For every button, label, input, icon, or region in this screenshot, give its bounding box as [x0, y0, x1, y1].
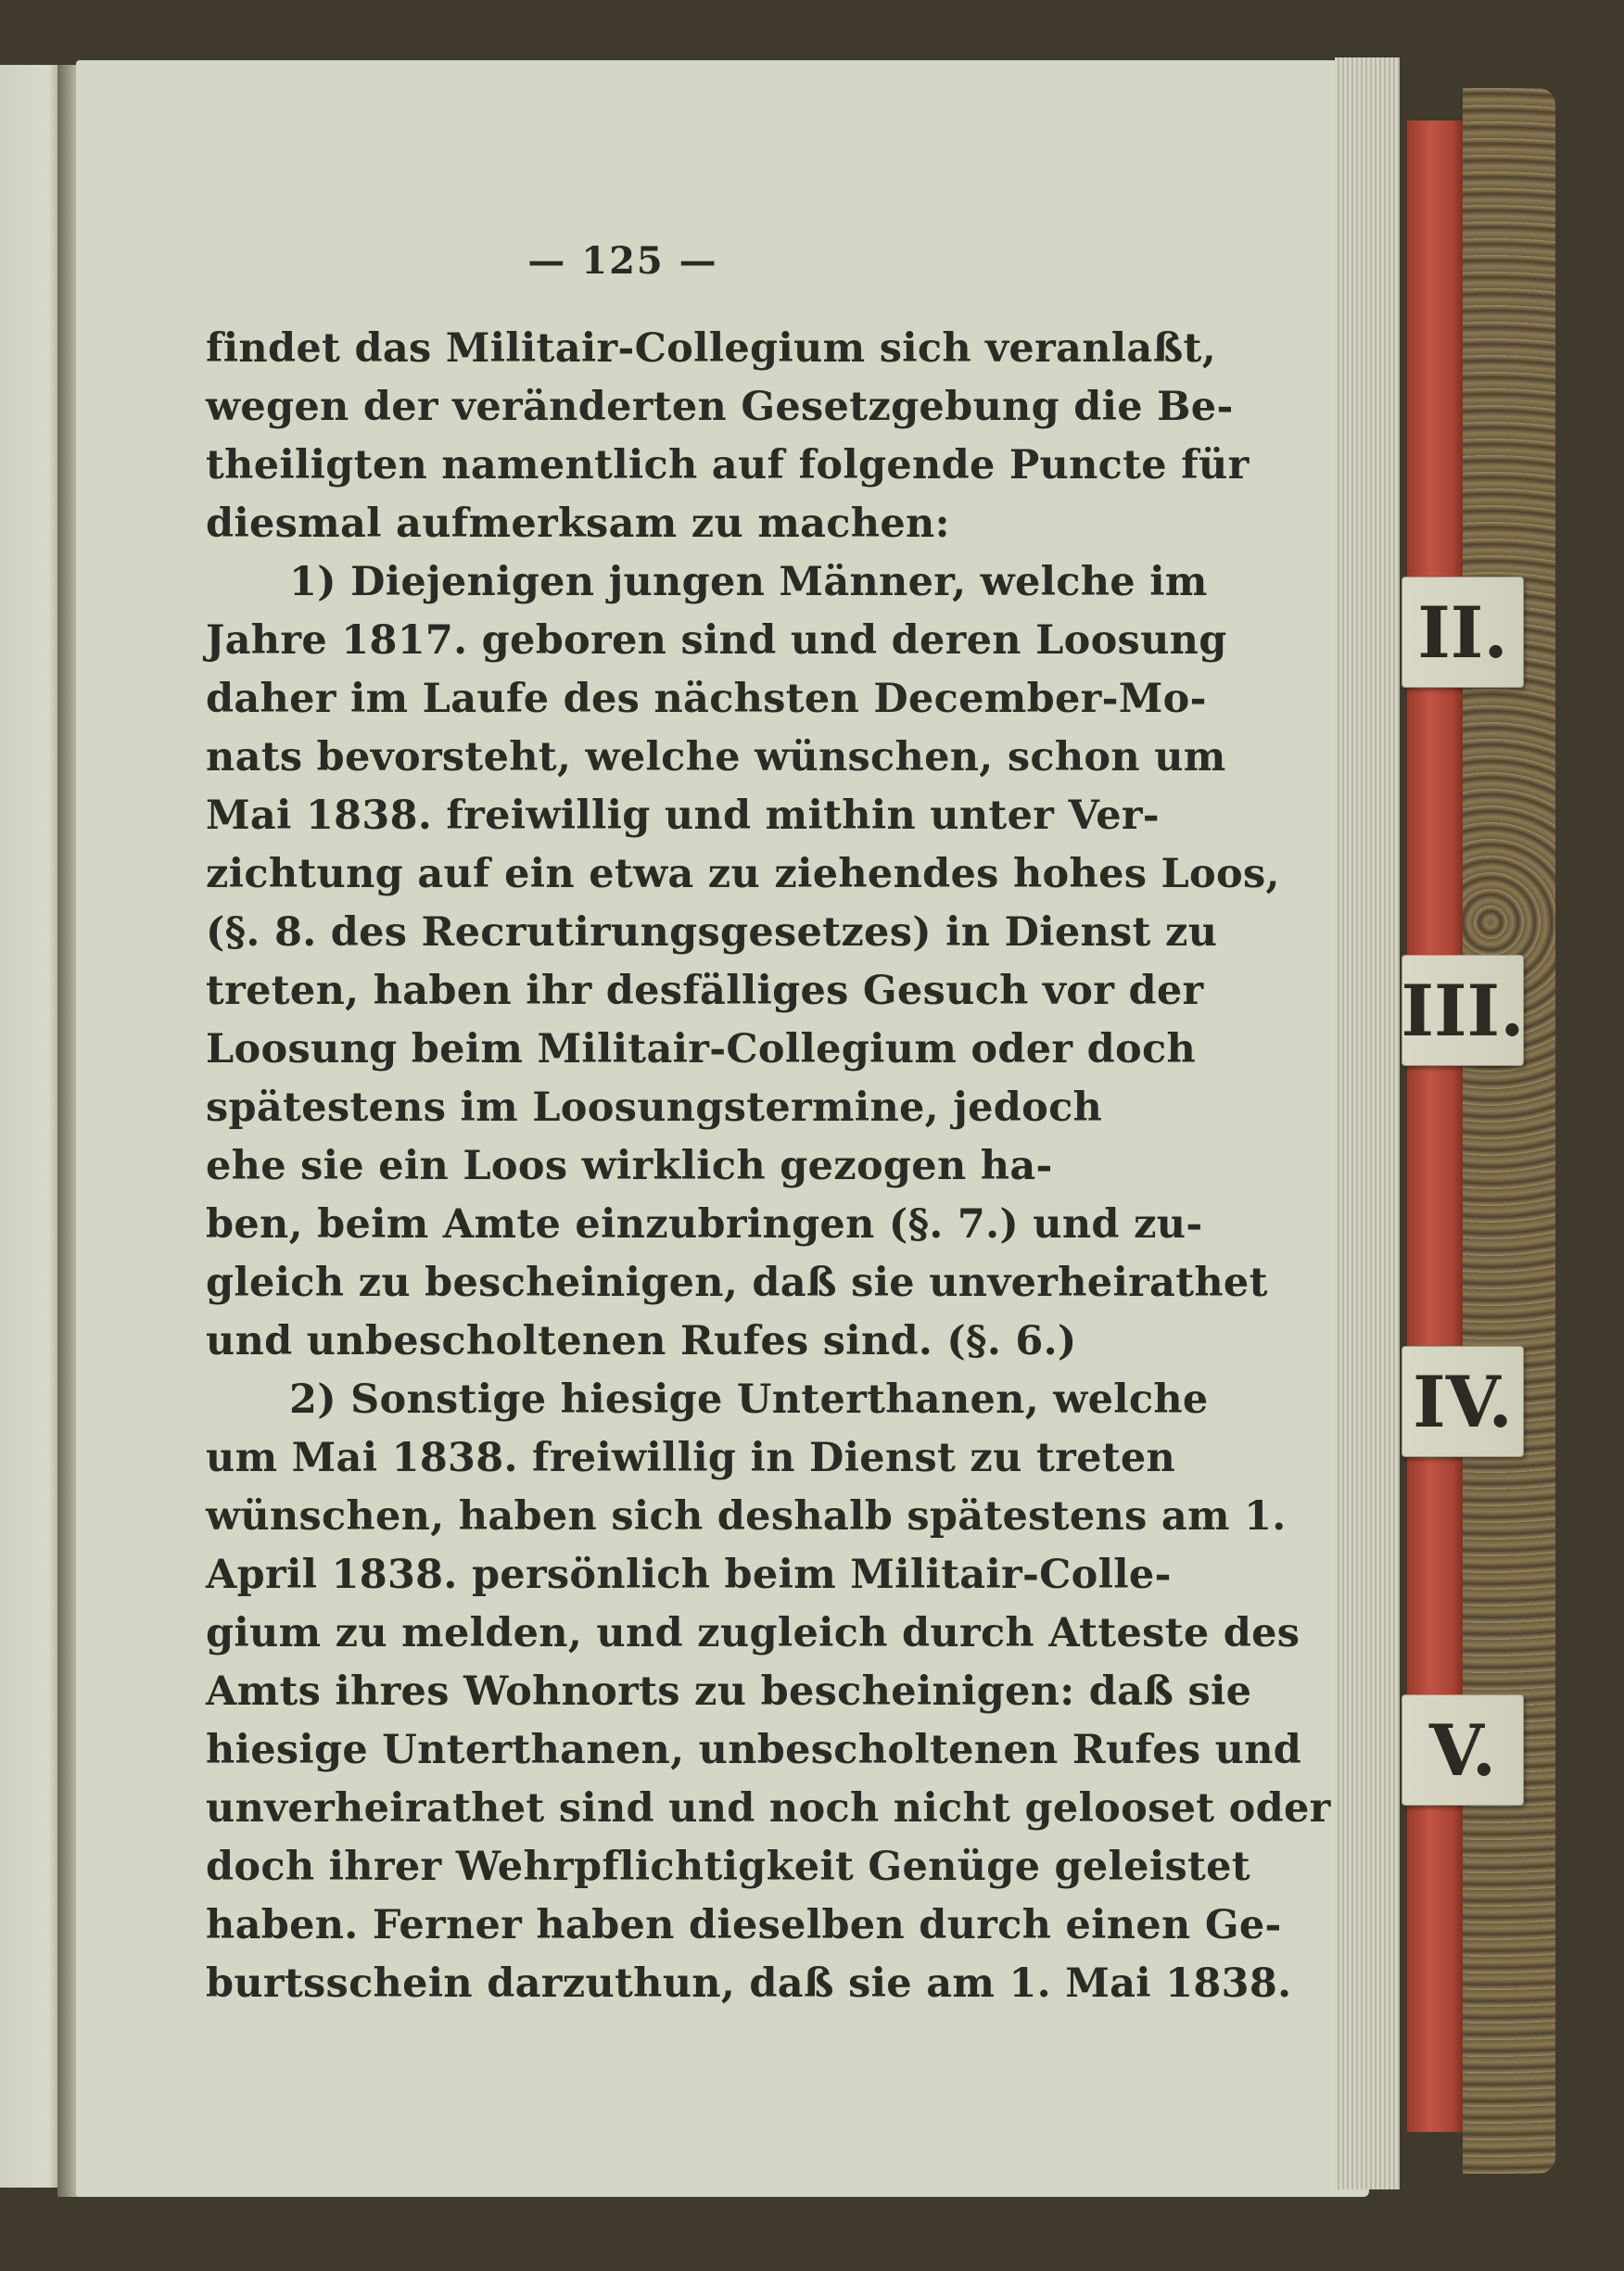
text-line: nats bevorsteht, welche wünschen, schon um [206, 734, 1226, 780]
index-tab-iii[interactable]: III. [1402, 955, 1524, 1066]
text-line: wünschen, haben sich deshalb spätestens am 1. [206, 1493, 1287, 1540]
text-line: wegen der veränderten Gesetzgebung die Be- [206, 384, 1234, 430]
text-line: 2) Sonstige hiesige Unterthanen, welche [289, 1377, 1209, 1423]
index-tab-iv[interactable]: IV. [1402, 1346, 1524, 1457]
text-line: theiligten namentlich auf folgende Puncte für [206, 442, 1250, 488]
text-line: Jahre 1817. geboren sind und deren Loosung [206, 617, 1227, 664]
text-line: 1) Diejenigen jungen Männer, welche im [289, 559, 1208, 605]
text-line: hiesige Unterthanen, unbescholtenen Rufes und [206, 1727, 1302, 1773]
text-line: doch ihrer Wehrpflichtigkeit Genüge geleistet [206, 1844, 1250, 1890]
page-stack-edges [1335, 57, 1400, 2189]
text-line: um Mai 1838. freiwillig in Dienst zu treten [206, 1435, 1176, 1481]
page-number: — 125 — [527, 239, 718, 283]
text-line: zichtung auf ein etwa zu ziehendes hohes Loos, [206, 851, 1280, 897]
text-line: daher im Laufe des nächsten December-Mo- [206, 676, 1207, 722]
text-line: unverheirathet sind und noch nicht gelooset oder [206, 1785, 1331, 1832]
red-page-edge [1407, 121, 1465, 2132]
marbled-cover [1463, 88, 1555, 2174]
text-line: (§. 8. des Recrutirungsgesetzes) in Dienst zu [206, 909, 1218, 956]
text-line: gleich zu bescheinigen, daß sie unverheirathet [206, 1260, 1268, 1306]
index-tab-v[interactable]: V. [1402, 1694, 1524, 1806]
text-line: spätestens im Loosungstermine, jedoch [206, 1085, 1103, 1131]
text-line: ben, beim Amte einzubringen (§. 7.) und zu- [206, 1201, 1203, 1248]
text-line: burtsschein darzuthun, daß sie am 1. Mai 1838. [206, 1960, 1292, 2007]
text-line: Amts ihres Wohnorts zu bescheinigen: daß sie [206, 1668, 1252, 1715]
text-line: April 1838. persönlich beim Militair-Colle- [206, 1552, 1172, 1598]
text-line: Loosung beim Militair-Collegium oder doch [206, 1026, 1197, 1072]
text-line: findet das Militair-Collegium sich veranlaßt, [206, 325, 1216, 372]
text-line: Mai 1838. freiwillig und mithin unter Ver- [206, 793, 1160, 839]
text-line: treten, haben ihr desfälliges Gesuch vor der [206, 968, 1204, 1014]
text-line: gium zu melden, und zugleich durch Atteste des [206, 1610, 1300, 1656]
text-line: haben. Ferner haben dieselben durch einen Ge- [206, 1902, 1282, 1948]
index-tab-ii[interactable]: II. [1402, 577, 1524, 688]
text-line: und unbescholtenen Rufes sind. (§. 6.) [206, 1318, 1077, 1364]
text-line: diesmal aufmerksam zu machen: [206, 501, 950, 547]
page-text [206, 239, 1331, 2013]
text-line: ehe sie ein Loos wirklich gezogen ha- [206, 1143, 1053, 1189]
